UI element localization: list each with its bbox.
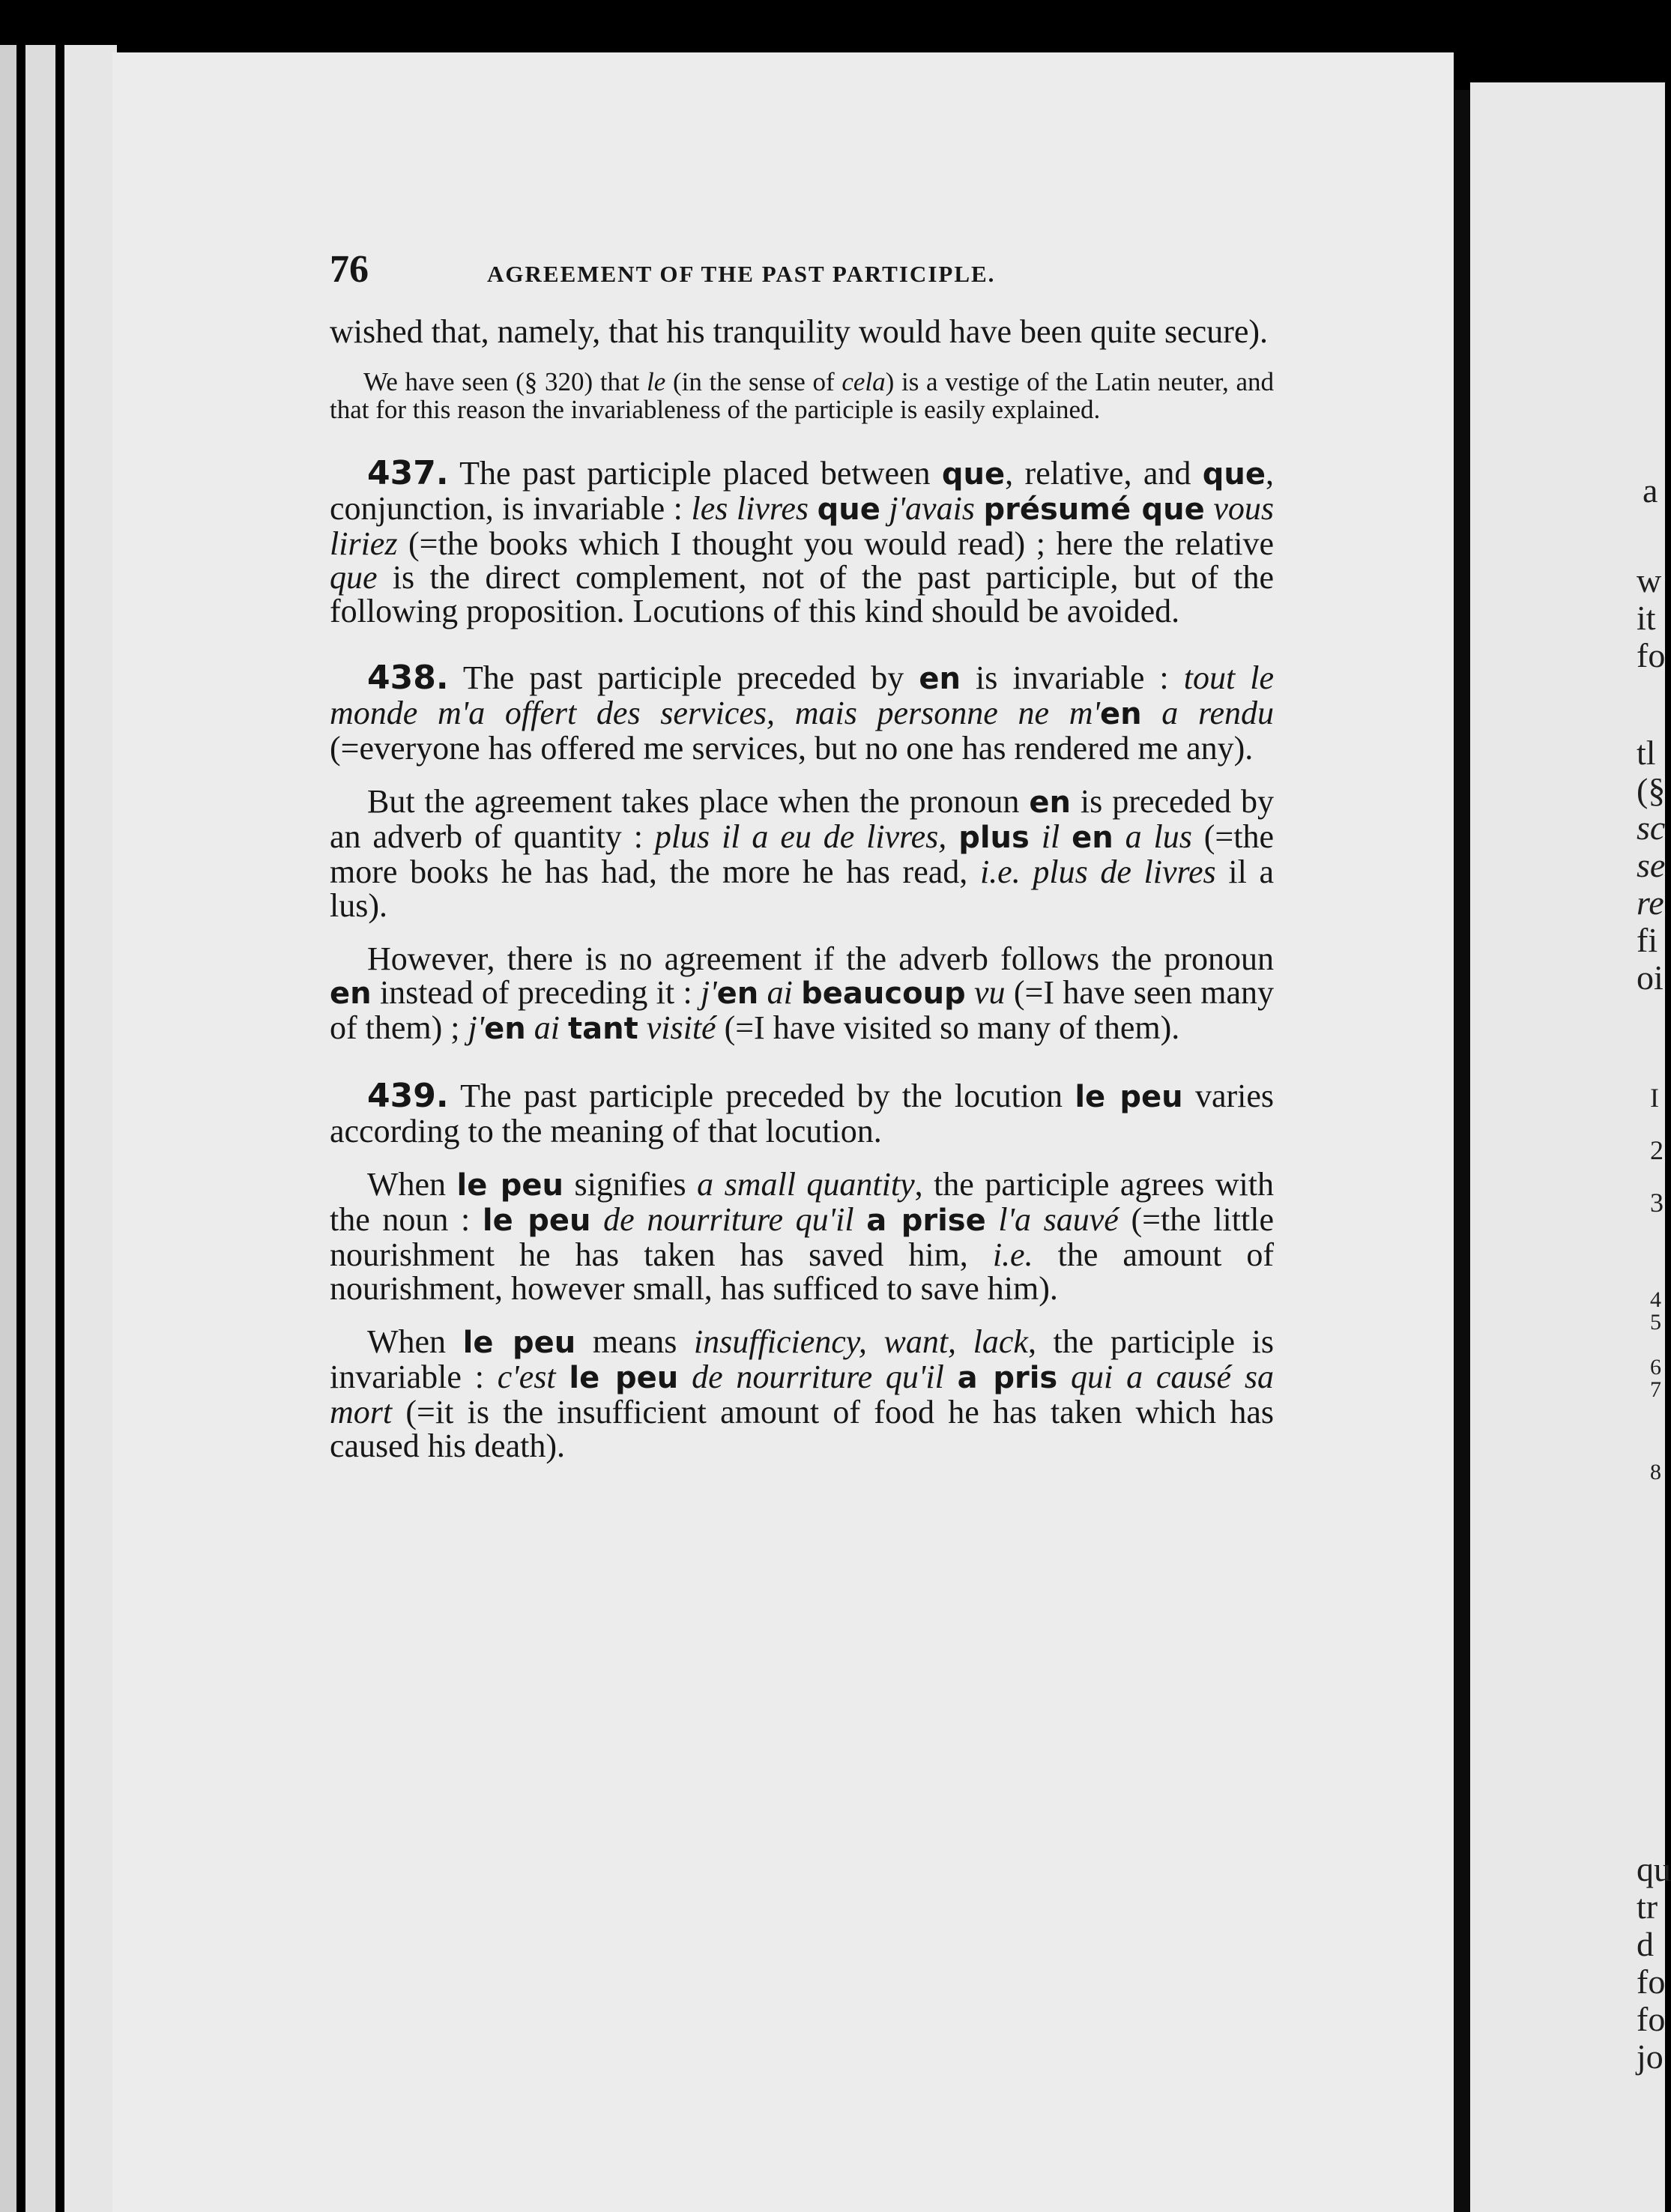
right-fragment: jo [1637, 2037, 1664, 2076]
section-437: 437. The past participle placed between que, relative, and que, conjunction, is invariable : les livres que j'avais présumé que vous liriez (=the books which I thought you would read) ; here the relative que is the direct complement, not of the past participle, but of the following proposition. Locutions of this kind should be avoided. [330, 454, 1275, 629]
right-page-edge [1470, 82, 1671, 2212]
right-fragment: 3 [1650, 1188, 1664, 1218]
right-fragment: 5 [1650, 1310, 1661, 1335]
section-439: 439. The past participle preceded by the locution le peu varies according to the meaning of that locution. [330, 1077, 1274, 1149]
right-fragment: fi [1637, 921, 1658, 959]
section-number: 439. [367, 1077, 449, 1115]
right-fragment: fo [1637, 2000, 1666, 2038]
paragraph-439-small-quantity: When le peu signifies a small quantity, the participle agrees with the noun : le peu de nourriture qu'il a prise l'a sauvé (=the little nourishment he has taken has saved him, i.e. the amount of nourishment, however small, has sufficed to save him). [330, 1166, 1274, 1307]
small-print-note: We have seen (§ 320) that le (in the sense of cela) is a vestige of the Latin neuter, and that for this reason the invariableness of the participle is easily explained. [330, 367, 1275, 424]
right-fragment: 4 [1650, 1287, 1661, 1312]
right-fragment: 7 [1650, 1377, 1661, 1402]
right-fragment: 8 [1650, 1460, 1661, 1484]
book-gutter [1454, 90, 1470, 2212]
right-fragment: oi [1637, 958, 1664, 997]
right-fragment: a [1643, 471, 1658, 510]
running-title: AGREEMENT OF THE PAST PARTICIPLE. [487, 261, 996, 287]
right-fragment: 6 [1650, 1355, 1661, 1380]
right-fragment: se [1637, 846, 1666, 884]
section-number: 437. [367, 454, 449, 492]
paragraph-continuation: wished that, namely, that his tranquility would have been quite secure). [330, 313, 1269, 350]
page-header [330, 247, 1274, 315]
page-stack-edge [0, 45, 16, 2212]
right-fragment: tr [1637, 1888, 1658, 1926]
paragraph-438-agreement: But the agreement takes place when the pronoun en is preceded by an adverb of quantity : plus il a eu de livres, plus il en a lus (=the more books he has had, the more he has read, i.e. plus de livres il a lus). [330, 783, 1274, 924]
paragraph-439-insufficiency: When le peu means insufficiency, want, lack, the participle is invariable : c'est le peu de nourriture qu'il a pris qui a causé sa mort (=it is the insufficient amount of food he has taken which has caused his death). [330, 1323, 1275, 1464]
right-fragment: qu [1637, 1850, 1671, 1888]
right-fragment: w [1637, 561, 1662, 599]
right-fragment: (§ [1637, 771, 1666, 809]
page-stack-edge [64, 45, 117, 2212]
right-fragment: re [1637, 883, 1664, 922]
page-stack-edge [25, 45, 55, 2212]
page-number: 76 [330, 248, 369, 291]
section-number: 438. [367, 659, 449, 697]
right-fragment: it [1637, 599, 1656, 637]
right-fragment: sc [1637, 809, 1666, 847]
right-fragment: fo [1637, 636, 1666, 674]
right-fragment: tl [1637, 734, 1656, 772]
right-fragment: fo [1637, 1962, 1666, 2001]
section-438: 438. The past participle preceded by en is invariable : tout le monde m'a offert des services, mais personne ne m'en a rendu (=everyone has offered me services, but no one has rendered me any). [330, 659, 1274, 767]
paragraph-438-no-agreement: However, there is no agreement if the adverb follows the pronoun en instead of preceding it : j'en ai beaucoup vu (=I have seen many of them) ; j'en ai tant visité (=I have visited so many of them). [330, 940, 1274, 1046]
right-fragment: 2 [1650, 1135, 1664, 1165]
right-fragment: d [1637, 1925, 1654, 1963]
page-content [330, 247, 1274, 1463]
right-fragment: I [1650, 1083, 1659, 1113]
